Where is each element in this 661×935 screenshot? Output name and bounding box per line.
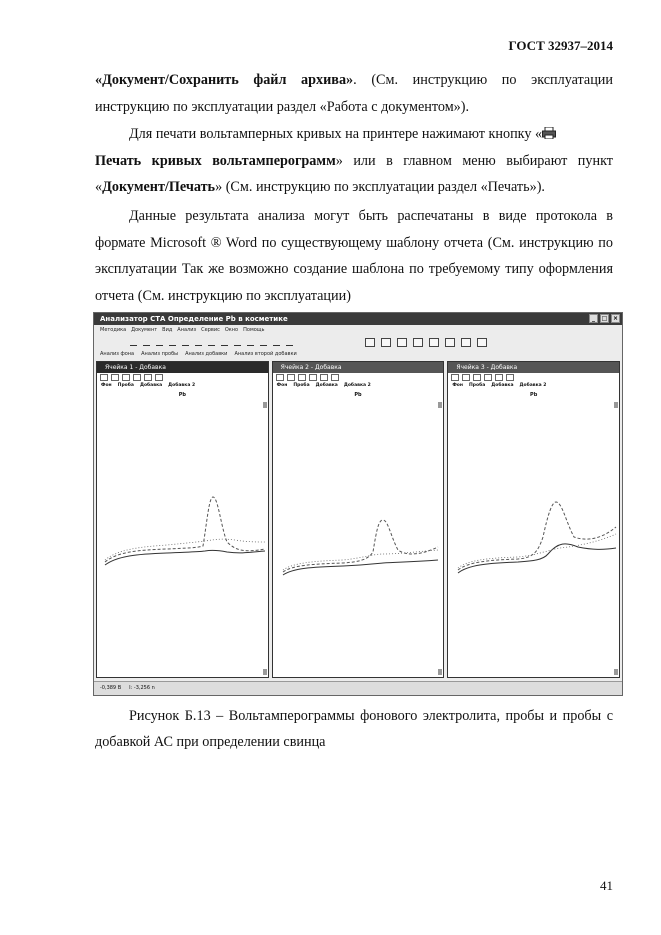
tool-button[interactable] (276, 374, 284, 381)
paragraph-text: . (См. инструкцию по эксплуатации инструкцию по эксплуатации раздел «Работа с документом»). (95, 72, 613, 115)
toolbar-button[interactable] (286, 338, 293, 346)
menu-item[interactable]: Помощь (243, 327, 265, 333)
scroll-arrow-up[interactable] (263, 402, 267, 408)
mode-item[interactable]: Анализ второй добавки (234, 351, 297, 357)
toolbar-button[interactable] (195, 338, 202, 346)
mode-item[interactable]: Анализ фона (100, 351, 135, 357)
menu-item[interactable]: Методика (100, 327, 127, 333)
cell-window-3[interactable] (447, 361, 620, 678)
tab-sample[interactable]: Проба (469, 383, 486, 388)
status-current: I: -3,256 n (129, 685, 155, 691)
button-name-print-curves: Печать кривых вольтамперограмм (95, 152, 336, 169)
toolbar-button[interactable] (260, 338, 267, 346)
main-toolbar (94, 335, 622, 349)
paragraph-text: Для печати вольтамперных кривых на принтере нажимают кнопку « (129, 126, 543, 142)
scroll-arrow-down[interactable] (438, 669, 442, 675)
voltammogram-plot (97, 402, 269, 662)
toolbar-button[interactable] (156, 338, 163, 346)
toolbar-button[interactable] (477, 338, 487, 347)
menu-bar (94, 325, 622, 335)
tool-button[interactable] (331, 374, 339, 381)
toolbar-button[interactable] (221, 338, 228, 346)
tool-button[interactable] (122, 374, 130, 381)
tool-button[interactable] (309, 374, 317, 381)
tab-background[interactable]: Фон (452, 383, 464, 388)
tab-background[interactable]: Фон (276, 383, 288, 388)
status-bar (94, 681, 622, 695)
tool-button[interactable] (298, 374, 306, 381)
tab-background[interactable]: Фон (101, 383, 112, 388)
toolbar-button[interactable] (365, 338, 375, 347)
toolbar-button[interactable] (130, 338, 137, 346)
paragraph-save-archive (95, 67, 613, 120)
tool-button[interactable] (100, 374, 108, 381)
window-title: Анализатор СТА Определение Pb в косметике (100, 315, 288, 323)
toolbar-button[interactable] (273, 338, 280, 346)
printer-icon (542, 127, 556, 139)
toolbar-button[interactable] (429, 338, 439, 347)
toolbar-button[interactable] (208, 338, 215, 346)
tool-button[interactable] (155, 374, 163, 381)
menu-item[interactable]: Окно (224, 327, 239, 333)
tab-addition-2[interactable]: Добавка 2 (519, 383, 547, 388)
cell-tabs (448, 382, 619, 390)
cell-toolbar (97, 373, 268, 382)
tool-button[interactable] (473, 374, 481, 381)
scroll-arrow-down[interactable] (263, 669, 267, 675)
toolbar-button[interactable] (182, 338, 189, 346)
close-button[interactable]: × (612, 315, 619, 322)
toolbar-button[interactable] (247, 338, 254, 346)
paragraph-report: Данные результата анализа могут быть распечатаны в виде протокола в формате Microsoft ® Word по существующему шаблону отчета (См. инструкцию по эксплуатации Так же возможно создание шаблона по требуемому типу оформления отчета (См. инструкцию по эксплуатации) (95, 208, 613, 304)
scroll-arrow-up[interactable] (614, 402, 618, 408)
minimize-button[interactable]: _ (589, 314, 598, 323)
menu-path-save: «Документ/Сохранить файл архива» (95, 72, 354, 88)
page-number: 41 (600, 878, 613, 893)
toolbar-button[interactable] (143, 338, 150, 346)
status-potential: -0,389 В (100, 685, 122, 691)
tool-button[interactable] (111, 374, 119, 381)
tool-button[interactable] (462, 374, 470, 381)
figure-caption: Рисунок Б.13 – Вольтамперограммы фонового электролита, пробы и пробы с добавкой АС при определении свинца (95, 708, 613, 750)
cell-title: Ячейка 2 - Добавка (273, 362, 444, 373)
tab-addition[interactable]: Добавка (315, 383, 338, 388)
paragraph-text: » (См. инструкцию по эксплуатации раздел «Печать»). (215, 179, 545, 195)
cell-tabs (273, 382, 444, 390)
cell-toolbar (448, 373, 619, 382)
scroll-arrow-up[interactable] (438, 402, 442, 408)
tab-addition-2[interactable]: Добавка 2 (343, 383, 371, 388)
menu-path-print: Документ/Печать (102, 179, 216, 195)
toolbar-button[interactable] (169, 338, 176, 346)
software-screenshot (93, 312, 623, 696)
menu-item[interactable]: Вид (162, 327, 173, 333)
cell-toolbar (273, 373, 444, 382)
menu-item[interactable]: Сервис (201, 327, 220, 333)
tool-button[interactable] (133, 374, 141, 381)
paragraph-print (95, 121, 613, 201)
tool-button[interactable] (506, 374, 514, 381)
tool-button[interactable] (451, 374, 459, 381)
maximize-button[interactable]: □ (601, 315, 608, 322)
menu-item[interactable]: Документ (131, 327, 158, 333)
toolbar-button[interactable] (381, 338, 391, 347)
toolbar-button[interactable] (234, 338, 241, 346)
document-header: ГОСТ 32937–2014 (508, 38, 613, 53)
element-label: Pb (178, 392, 186, 398)
tab-addition[interactable]: Добавка (491, 383, 514, 388)
tool-button[interactable] (484, 374, 492, 381)
mode-item[interactable]: Анализ пробы (141, 351, 179, 357)
tab-addition[interactable]: Добавка (139, 383, 163, 388)
toolbar-button[interactable] (413, 338, 423, 347)
cell-window-2[interactable] (272, 361, 445, 678)
cell-windows (96, 361, 620, 678)
toolbar-button[interactable] (445, 338, 455, 347)
element-label: Pb (530, 392, 538, 398)
window-titlebar (94, 313, 622, 325)
cell-tabs (97, 382, 268, 390)
toolbar-button[interactable] (397, 338, 407, 347)
scroll-arrow-down[interactable] (614, 669, 618, 675)
tool-button[interactable] (320, 374, 328, 381)
tool-button[interactable] (144, 374, 152, 381)
cell-title: Ячейка 1 - Добавка (97, 362, 268, 373)
tab-sample[interactable]: Проба (293, 383, 310, 388)
element-label: Pb (354, 392, 362, 398)
tool-button[interactable] (287, 374, 295, 381)
tab-addition-2[interactable]: Добавка 2 (168, 383, 196, 388)
toolbar-button[interactable] (461, 338, 471, 347)
tool-button[interactable] (495, 374, 503, 381)
cell-window-1[interactable] (96, 361, 269, 678)
menu-item[interactable]: Анализ (177, 327, 197, 333)
tab-sample[interactable]: Проба (117, 383, 134, 388)
analysis-mode-bar (94, 349, 622, 360)
voltammogram-plot (273, 402, 445, 662)
paragraph-text: » или в главном меню выбирают пункт « (95, 152, 613, 195)
cell-title: Ячейка 3 - Добавка (448, 362, 619, 373)
mode-item[interactable]: Анализ добавки (185, 351, 228, 357)
voltammogram-plot (448, 402, 620, 662)
